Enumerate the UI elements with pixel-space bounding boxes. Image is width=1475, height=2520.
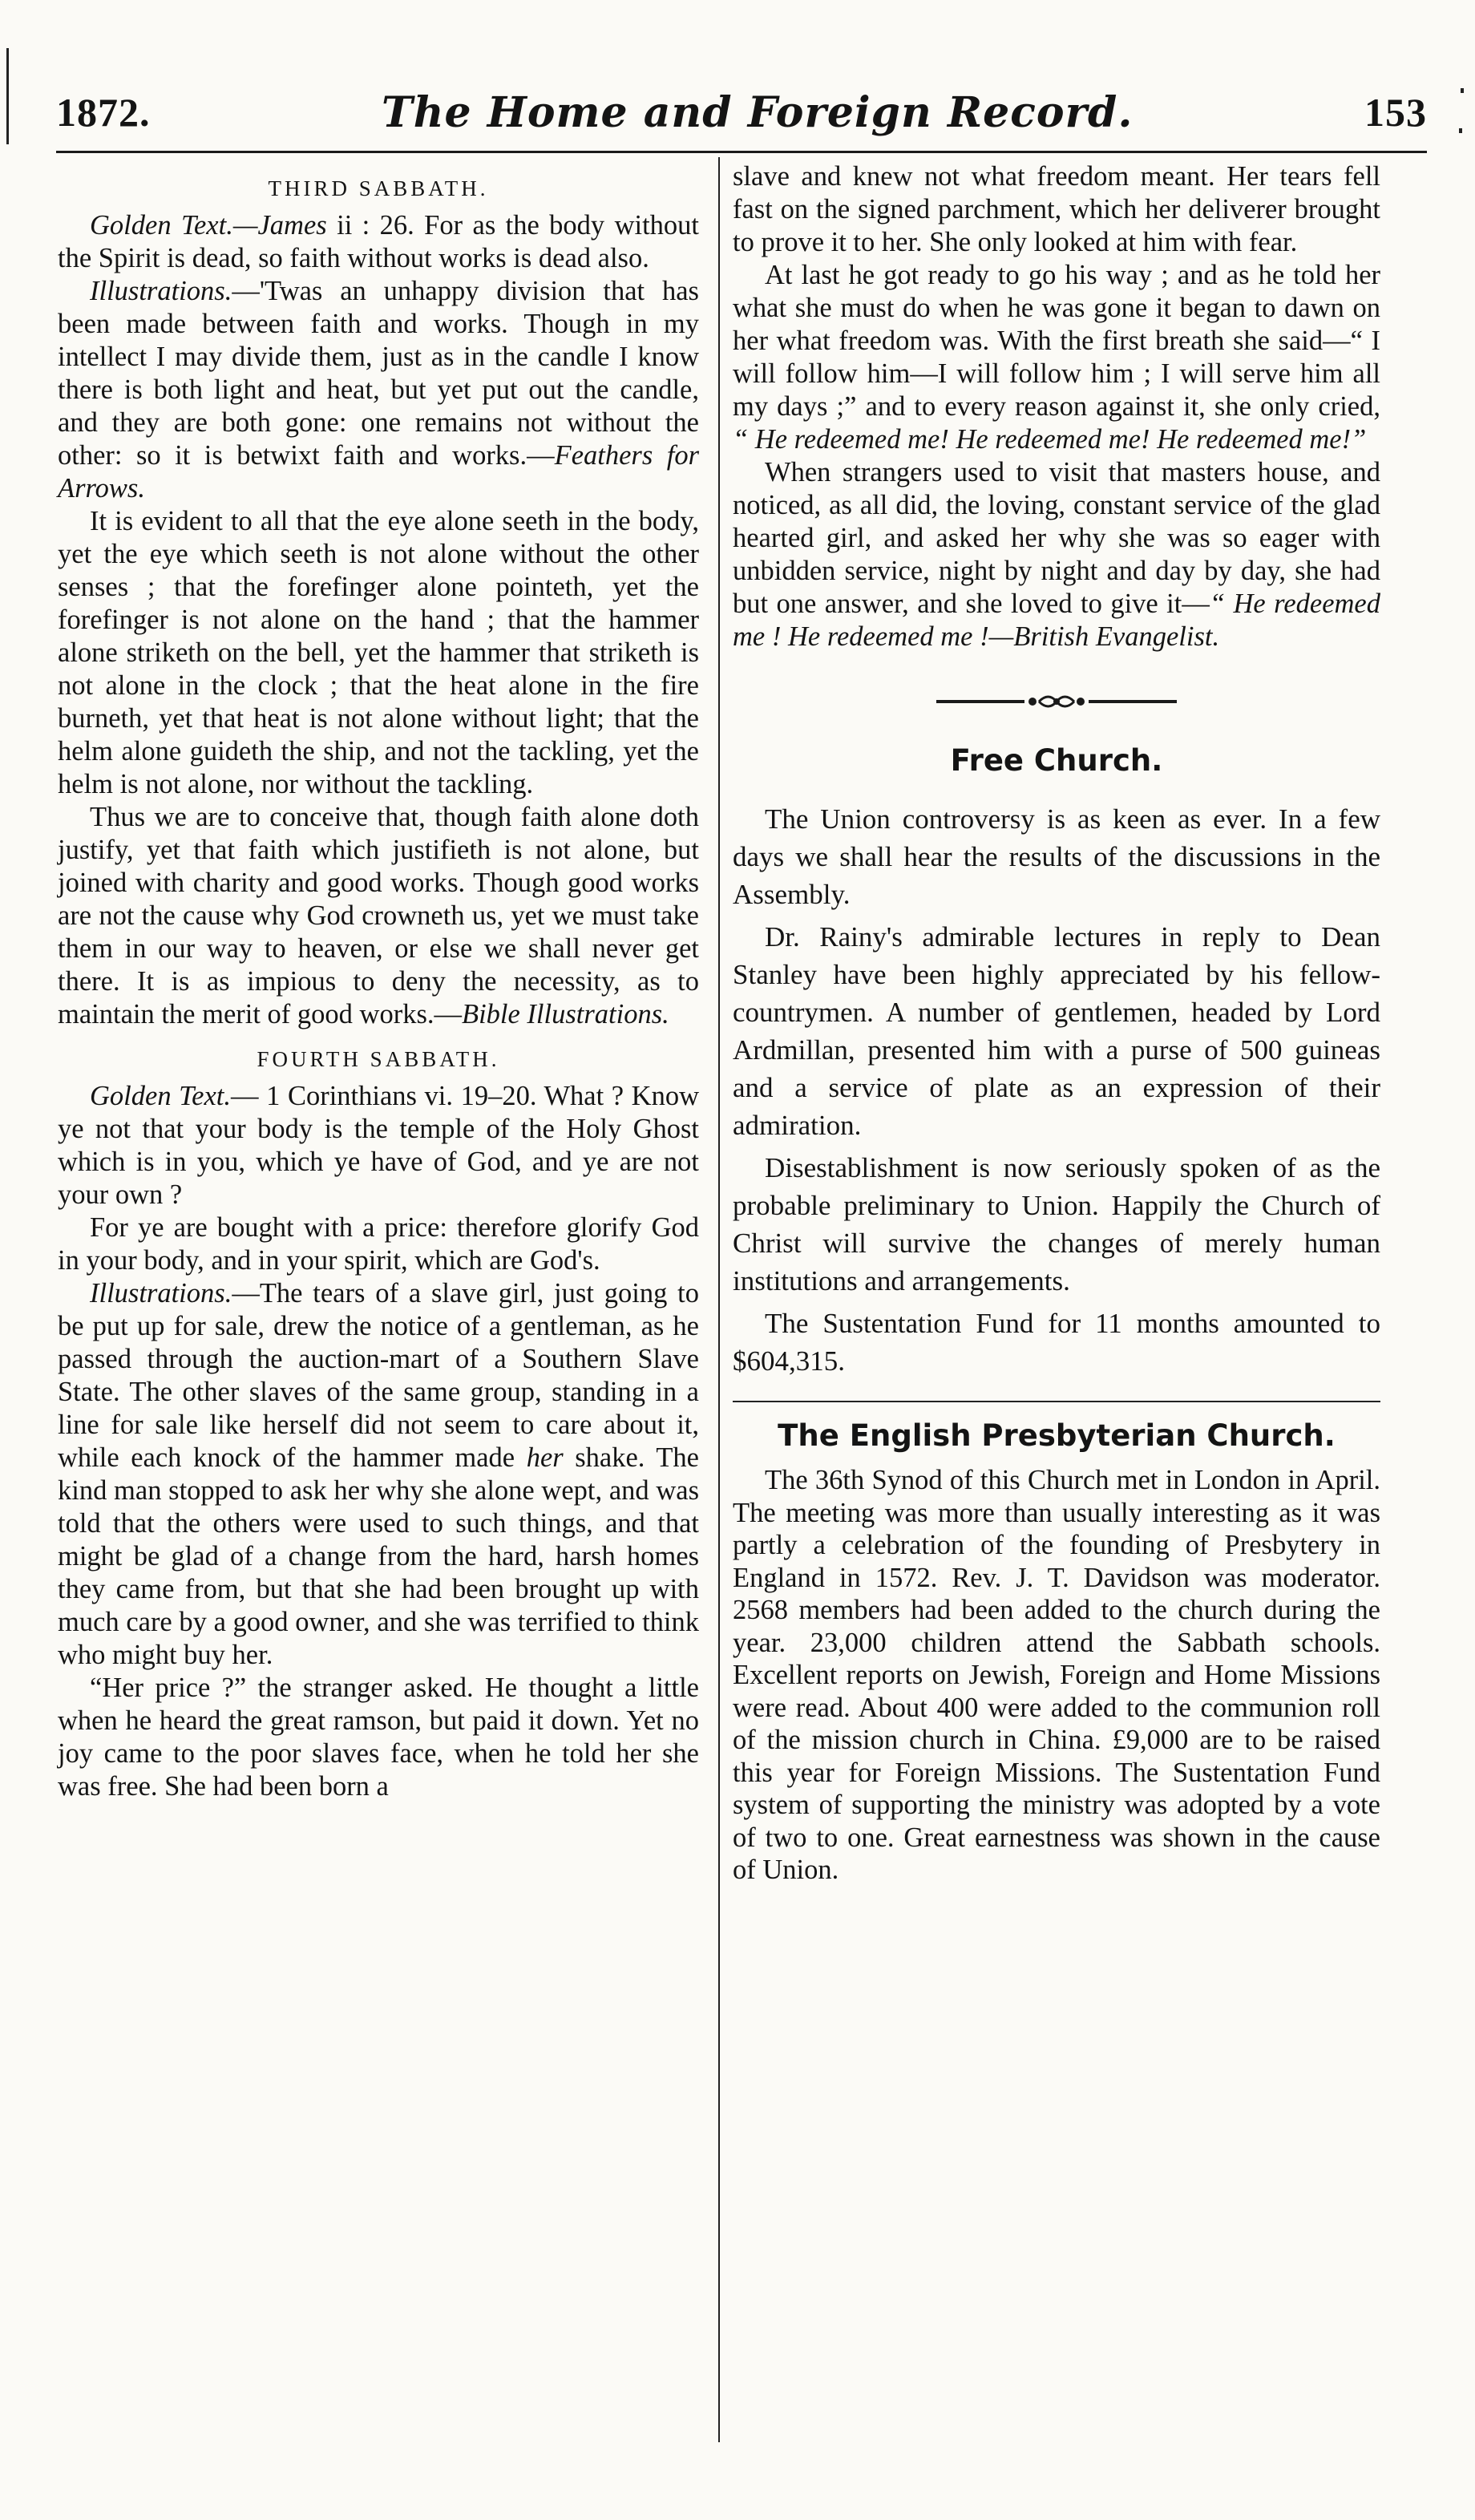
golden-text-body: — 1 Corinthians vi. 19–20. What ? Know ye not that your body is the temple of the Holy Ghost which is in you, which ye have of God, and ye are not your own ? <box>58 1081 699 1210</box>
body-paragraph <box>58 801 699 1031</box>
body-paragraph: The 36th Synod of this Church met in London in April. The meeting was more than usually interesting as it was partly a celebration of the founding of Presbytery in England in 1572. Rev. J. T. Davidson was moderator. 2568 members had been added to the church during the year. 23,000 children attend the Sabbath schools. Excellent reports on Jewish, Foreign and Home Missions were read. About 400 were added to the communion roll of the mission church in China. £9,000 are to be raised this year for Foreign Missions. The Sustentation Fund system of supporting the ministry was adopted by a vote of two to one. Great earnestness was shown in the cause of Union. <box>733 1465 1380 1885</box>
page-edge-mark <box>1461 88 1464 93</box>
free-church-section <box>733 800 1380 1380</box>
free-church-heading: Free Church. <box>950 743 1163 778</box>
left-column <box>58 160 699 1803</box>
flourish-icon <box>936 690 1177 713</box>
body-paragraph: The Sustentation Fund for 11 months amounted to $604,315. <box>733 1308 1380 1377</box>
golden-text-label: Golden Text. <box>90 1081 232 1111</box>
body-paragraph: “Her price ?” the stranger asked. He thought a little when he heard the great ramson, but paid it down. Yet no joy came to the poor slaves face, when he told her she was free. She had been born a <box>58 1673 699 1802</box>
body-paragraph <box>733 259 1380 456</box>
attribution: Bible Illustrations. <box>462 999 669 1029</box>
emphasis: “ He redeemed me! He redeemed me! He redeemed me!” <box>733 424 1367 455</box>
right-column <box>733 160 1380 1887</box>
golden-text-label: Golden Text.—James <box>90 210 327 241</box>
illustration-paragraph <box>58 1277 699 1672</box>
body-paragraph: Dr. Rainy's admirable lectures in reply to Dean Stanley have been highly appreciated by his fellow-countrymen. A number of gentlemen, headed by Lord Ardmillan, presented him with a purse of 500 guineas and a service of plate as an expression of their admiration. <box>733 921 1380 1141</box>
page-edge-mark <box>6 48 9 144</box>
third-sabbath-heading: THIRD SABBATH. <box>268 176 489 200</box>
paragraph-text: At last he got ready to go his way ; and as he told her what she must do when he was gone it began to dawn on her what freedom was. With the first breath she said—“ I will follow him—I will follow him ; I will serve him all my days ;” and to every reason against it, she only cried, <box>733 260 1380 422</box>
emphasis: “ He redeemed me ! He redeemed me !—British Evangelist. <box>733 589 1380 652</box>
paragraph-text: When strangers used to visit that masters house, and noticed, as all did, the loving, constant service of the glad hearted girl, and asked her why she was so eager with unbidden service, night by night and day by day, she had but one answer, and she loved to give it— <box>733 457 1380 619</box>
body-paragraph <box>733 456 1380 653</box>
ornament-divider <box>733 690 1380 714</box>
third-golden-text <box>58 209 699 275</box>
body-paragraph: For ye are bought with a price: therefore glorify God in your body, and in your spirit, which are God's. <box>58 1212 699 1276</box>
illustration-text: shake. The kind man stopped to ask her why she alone wept, and was told that the others were used to such things, and that might be glad of a change from the hard, harsh homes they came from, but that she had been brought up with much care by a good owner, and she was terrified to think who might buy her. <box>58 1442 699 1670</box>
illustrations-label: Illustrations. <box>90 276 232 306</box>
golden-text-body: ii : 26. For as the body without the Spirit is dead, so faith without works is dead also. <box>58 210 699 273</box>
page-edge-mark <box>1459 128 1462 133</box>
paragraph-text: Thus we are to conceive that, though faith alone doth justify, yet that faith which justifieth is not alone, but joined with charity and good works. Though good works are not the cause why God crowneth us, yet we must take them in our way to heaven, or else we shall never get there. It is as impious to deny the necessity, as to maintain the merit of good works.— <box>58 802 699 1029</box>
body-paragraph: Disestablishment is now seriously spoken of as the probable preliminary to Union. Happily the Church of Christ will survive the changes of merely human institutions and arrangements. <box>733 1152 1380 1296</box>
fourth-sabbath-heading: FOURTH SABBATH. <box>257 1047 500 1071</box>
english-presbyterian-heading: The English Presbyterian Church. <box>778 1418 1336 1453</box>
continued-paragraph: slave and knew not what freedom meant. Her tears fell fast on the signed parchment, which her deliverer brought to prove it to her. She only looked at him with fear. <box>733 161 1380 257</box>
running-header <box>56 80 1427 144</box>
section-rule <box>733 1401 1380 1402</box>
header-year: 1872. <box>56 90 151 135</box>
attribution: Feathers for Arrows. <box>58 440 699 504</box>
body-paragraph: It is evident to all that the eye alone seeth in the body, yet the eye which seeth is not alone without the other senses ; that the forefinger alone pointeth, yet the forefinger is not alone on the hand ; that the hammer alone striketh on the bell, yet the hammer that striketh is not alone in the clock ; that the heat alone in the fire burneth, yet that heat is not alone without light; that the helm alone guideth the ship, and not the tackling, yet the helm is not alone, nor without the tackling. <box>58 506 699 799</box>
body-paragraph: The Union controversy is as keen as ever. In a few days we shall hear the results of the discussions in the Assembly. <box>733 803 1380 910</box>
header-rule <box>56 151 1427 153</box>
illustration-text: —'Twas an unhappy division that has been made between faith and works. Though in my intellect I may divide them, just as in the candle I know there is both light and heat, but yet put out the candle, and they are both gone: one remains not without the other: so it is betwixt faith and works.— <box>58 276 699 471</box>
english-presbyterian-section <box>733 1464 1380 1887</box>
illustration-text: —The tears of a slave girl, just going to be put up for sale, drew the notice of a gentleman, as he passed through the auction-mart of a Southern Slave State. The other slaves of the same group, standing in a line for sale like herself did not seem to care about it, while each knock of the hammer made <box>58 1278 699 1473</box>
column-divider <box>718 157 720 2442</box>
page-number: 153 <box>1364 90 1427 135</box>
illustrations-label: Illustrations. <box>90 1278 232 1309</box>
header-title: The Home and Foreign Record. <box>382 87 1134 137</box>
illustration-paragraph <box>58 275 699 505</box>
fourth-golden-text <box>58 1080 699 1211</box>
emphasis: her <box>526 1442 564 1473</box>
